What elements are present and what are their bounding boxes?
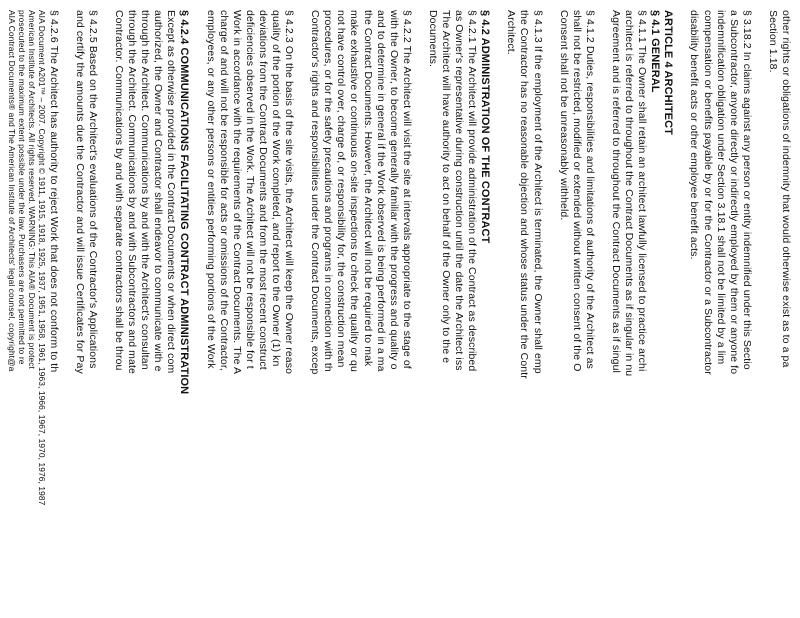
paragraph-3-18-2 <box>687 10 752 610</box>
text-line: § 4.2.2 The Architect will visit the site at intervals appropriate to the stage of <box>400 10 413 369</box>
paragraph-intro <box>766 10 792 610</box>
footer-copyright-line: AIA Contract Documents® and The American Institute of Architects' legal counsel, copyright@a <box>6 10 17 372</box>
text-line: as Owner's representative during construction until the date the Architect iss <box>453 10 466 371</box>
text-line: disability benefit acts or other employee benefit acts. <box>688 10 701 260</box>
text-line: employees, or any other persons or entities performing portions of the Work <box>204 10 217 369</box>
text-line: § 4.2.6 The Architect has authority to reject Work that does not conform to th <box>47 10 60 373</box>
article-4-heading-block <box>609 10 674 610</box>
text-line: Contractor. Communications by and with separate contractors shall be throu <box>112 10 125 371</box>
text-line: make exhaustive or continuous on-site inspections to check the quality or qu <box>348 10 361 372</box>
section-heading: § 4.1 GENERAL <box>649 10 662 93</box>
text-line: the Contractor has no reasonable objection and whose status under the Contr <box>518 10 531 379</box>
paragraph-4-1-2 <box>557 10 596 610</box>
article-heading: ARTICLE 4 ARCHITECT <box>662 10 675 135</box>
text-line: a Subcontractor, anyone directly or indirectly employed by them or anyone fo <box>727 10 740 375</box>
text-line: Section 1.18. <box>766 10 779 73</box>
text-line: Architect. <box>505 10 518 55</box>
text-line: Agreement and is referred to throughout the Contract Documents as if singul <box>609 10 622 373</box>
text-line: Consent shall not be unreasonably withheld. <box>557 10 570 221</box>
text-line: deficiencies observed in the Work. The Architect will not be responsible for t <box>243 10 256 369</box>
footer-copyright-line: AIA Document A201™ – 2007. Copyright © 1911, 1915, 1918, 1925, 1937, 1951, 1958, 1961, 1963, 1966, 1967, 1970, 1976, 1987 <box>36 10 47 506</box>
text-line: The Architect will have authority to act on behalf of the Owner only to the e <box>440 10 453 364</box>
text-line: through the Architect. Communications by and with Subcontractors and mate <box>126 10 139 374</box>
text-line: charge of and will not be responsible for acts or omissions of the Contractor, <box>217 10 230 371</box>
text-line: Contractor's rights and responsibilities under the Contract Documents, excep <box>309 10 322 375</box>
paragraph-4-2-3 <box>203 10 295 610</box>
text-line: and to determine in general if the Work observed is being performed in a ma <box>374 10 387 372</box>
text-line: Except as otherwise provided in the Contract Documents or when direct com <box>165 10 178 374</box>
text-line: compensation or benefits payable by or for the Contractor or a Subcontractor <box>701 10 714 375</box>
text-line: § 4.1.1 The Owner shall retain an architect lawfully licensed to practice archi <box>636 10 649 372</box>
text-line: not have control over, charge of, or responsibility for, the construction mean <box>335 10 348 368</box>
text-line: § 4.1.2 Duties, responsibilities and limitations of authority of the Architect as <box>583 10 596 369</box>
text-line: § 3.18.2 In claims against any person or entity indemnified under this Sectio <box>740 10 753 370</box>
text-line: procedures, or for the safety precautions and programs in connection with th <box>322 10 335 372</box>
paragraph-4-2 <box>426 10 491 610</box>
paragraph-4-2-6-and-footer <box>7 10 60 610</box>
paragraph-4-2-4 <box>112 10 191 610</box>
text-line: authorized, the Owner and Contractor shall endeavor to communicate with e <box>152 10 165 372</box>
text-line: Documents. <box>426 10 439 68</box>
section-heading: § 4.2.4 COMMUNICATIONS FACILITATING CONTRACT ADMINISTRATION <box>178 10 191 395</box>
text-line: through the Architect. Communications by and with the Architect's consultan <box>139 10 152 370</box>
text-line: quality of the portion of the Work completed, and report to the Owner (1) kn <box>270 10 282 367</box>
section-heading: § 4.2 ADMINISTRATION OF THE CONTRACT <box>479 10 492 244</box>
text-line: and certify the amounts due the Contractor and will issue Certificates for Pay <box>73 10 86 374</box>
text-line: architect is referred to throughout the Contract Documents as if singular in nu <box>623 10 636 377</box>
text-line: with the Owner, to become generally familiar with the progress and quality o <box>387 10 400 370</box>
text-line: the Contract Documents. However, the Architect will not be required to mak <box>361 10 374 367</box>
text-line: other rights or obligations of indemnity that would otherwise exist as to a pa <box>780 10 792 368</box>
text-line: § 4.2.5 Based on the Architect's evaluations of the Contractor's Applications <box>86 10 99 369</box>
footer-copyright-line: American Institute of Architects. All rights reserved. WARNING: This AIA® Document is protect <box>26 10 37 369</box>
paragraph-4-2-2 <box>308 10 413 610</box>
text-line: indemnification obligation under Section 3.18.1 shall not be limited by a lim <box>714 10 727 365</box>
rotated-document-text <box>6 10 792 610</box>
text-line: deviations from the Contract Documents and from the most recent construct <box>256 10 269 370</box>
text-line: shall not be restricted, modified or extended without written consent of the O <box>570 10 583 372</box>
text-line: § 4.2.1 The Architect will provide administration of the Contract as described <box>466 10 479 372</box>
paragraph-4-2-5 <box>73 10 99 610</box>
paragraph-4-1-3 <box>504 10 543 610</box>
text-line: Work in accordance with the requirements of the Contract Documents. The A <box>230 10 243 375</box>
text-line: § 4.2.3 On the basis of the site visits, the Architect will keep the Owner reaso <box>283 10 296 375</box>
footer-copyright-line: prosecuted to the maximum extent possible under the law. Purchasers are not permitted to re <box>16 10 27 365</box>
text-line: § 4.1.3 If the employment of the Architect is terminated, the Owner shall emp <box>531 10 544 374</box>
